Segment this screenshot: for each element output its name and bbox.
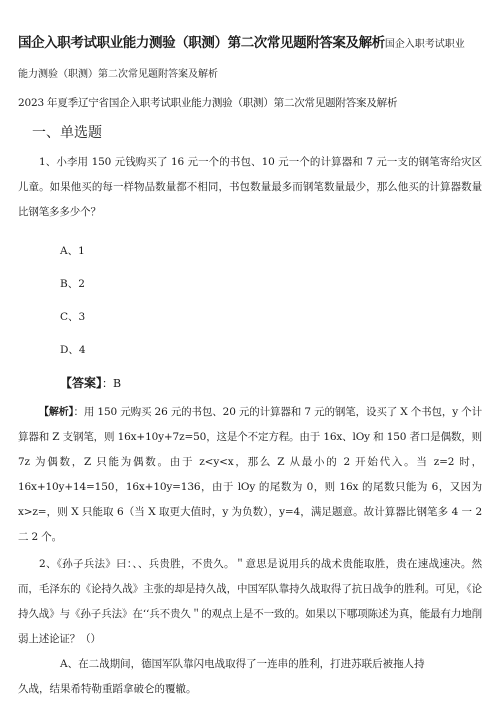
question-1-option-c: C、3 xyxy=(60,311,86,323)
answer-label: 【答案】 xyxy=(60,376,103,390)
question-1-analysis xyxy=(18,400,482,550)
title-main: 国企入职考试职业能力测验（职测）第二次常见题附答案及解析 xyxy=(18,35,385,51)
question-2-stem: 2、《孙子兵法》曰：、、兵贵胜，不贵久。＂意思是说用兵的战术贵能取胜，贵在速战速决。然而，毛泽东的《论持久战》主张的却是持久战，中国军队靠持久战取得了抗日战争的胜利。可见，《论持久战》与《孙子兵法》在‘‘兵不贵久＂的观点上是不一致的。如果以下哪项陈述为真，能最有力地削弱上述论证？（） xyxy=(18,558,482,645)
analysis-text: ：用 150 元购买 26 元的书包、20 元的计算器和 7 元的钢笔，设买了 X 个书包，y 个计算器和 Z 支钢笔，则 16x+10y+7z=50，这是个不定方程。由于 16x、lOy 和 150 者口是偶数，则 7z 为偶数，Z 只能为偶数。由于 z<y<x，那么 Z 从最小的 2 开始代入。当 z=2 时，16x+10y+14=150，16x+10y=136，由于 lOy 的尾数为 0，则 16x 的尾数只能为 6，又因为 x>z=，则 X 只能取 6（当 X 取更大值时，y 为负数），y=4，满足题意。故计算器比钢笔多 4 一 2 二 2 个。 xyxy=(18,406,482,543)
question-1-option-b: B、2 xyxy=(60,278,85,290)
answer-value: ：B xyxy=(102,377,122,390)
title-tail: 国企入职考试职业 xyxy=(384,39,465,50)
question-2-option-a-line2: 久战，结果希特勒重蹈拿破仑的覆辙。 xyxy=(18,683,197,695)
document-title xyxy=(18,34,482,54)
question-1-stem: 1、小李用 150 元钱购买了 16 元一个的书包、10 元一个的计算器和 7 元一支的钢笔寄给灾区儿童。如果他买的每一样物品数量都不相同，书包数量最多而钢笔数量最少，那么他买的计算器数量比钢笔多多少个？ xyxy=(18,156,482,218)
question-1-option-d: D、4 xyxy=(60,344,86,356)
question-2-option-a-line1: A、在二战期间，德国军队靠闪电战取得了一连串的胜利，打进苏联后被拖人持 xyxy=(60,658,425,670)
section-heading: 一、单选题 xyxy=(32,125,102,141)
question-1-option-a: A、1 xyxy=(60,245,85,257)
title-continuation: 能力测验（职测）第二次常见题附答案及解析 xyxy=(18,69,218,80)
question-1-answer xyxy=(18,375,482,392)
analysis-label: 【解析】 xyxy=(39,407,74,418)
exam-year-line: 2023 年夏季辽宁省国企入职考试职业能力测验（职测）第二次常见题附答案及解析 xyxy=(18,97,398,109)
